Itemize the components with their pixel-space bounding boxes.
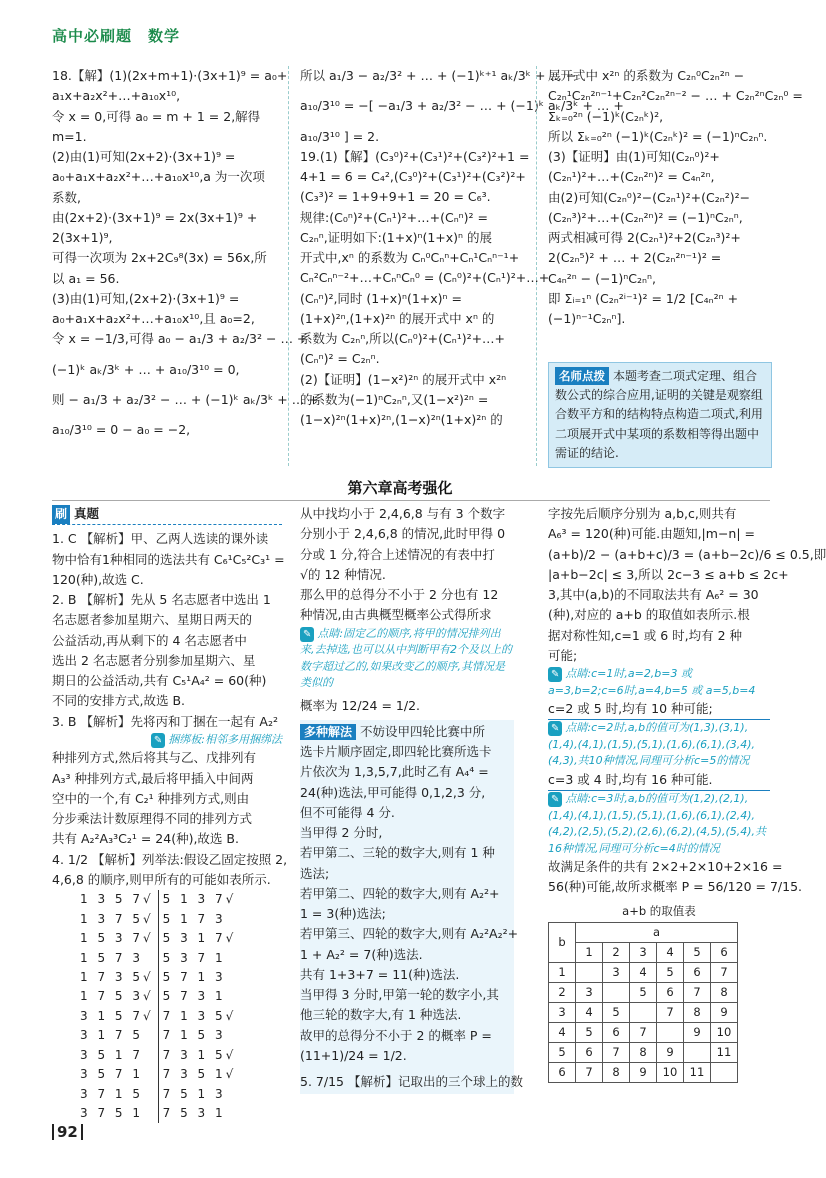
column-3-top <box>548 66 803 329</box>
text-line: 4. 1/2 【解析】列举法:假设乙固定按照 2, <box>52 851 288 867</box>
table-cell: 3 5 1 7 <box>76 1046 158 1065</box>
text-line <box>300 86 514 96</box>
table-row <box>76 890 240 909</box>
text-line: 1. C 【解析】甲、乙两人选读的课外读 <box>52 531 269 547</box>
text-line: (2)【证明】(1−x²)²ⁿ 的展开式中 x²ⁿ <box>300 371 507 387</box>
text-line: 选法; <box>300 865 330 881</box>
chapter-title: 第六章高考强化 <box>347 479 453 497</box>
table-cell: 5 3 7 1 <box>162 950 226 965</box>
text-line: 选卡片顺序固定,即四轮比赛所选卡 <box>300 744 492 759</box>
table-cell <box>684 1043 711 1063</box>
table-row <box>76 1046 240 1065</box>
table-cell: 3 1 5 7√ <box>76 1007 158 1026</box>
teacher-note-box <box>548 362 772 468</box>
table-cell: 5 3 1 7√ <box>162 931 237 946</box>
table-header: 4 <box>657 943 684 963</box>
text-line <box>300 117 514 127</box>
table-row-header: 6 <box>549 1063 576 1083</box>
note-c1: ✎ 点睛:c=1时,a=2,b=3 或 a=3,b=2;c=6时,a=4,b=5 或 a=5,b=4 <box>548 667 756 697</box>
text-line: 两式相减可得 2(C₂ₙ¹)²+2(C₂ₙ³)²+ <box>548 230 741 245</box>
text-line: 1 = 3(种)选法; <box>300 906 386 921</box>
text-line <box>52 410 276 420</box>
column-2-bottom <box>300 504 523 1094</box>
table-cell: 7 1 5 3 <box>162 1028 226 1043</box>
table-row <box>549 1003 738 1023</box>
table-cell: 5 <box>630 983 657 1003</box>
text-line: a₁x+a₂x²+…+a₁₀x¹⁰, <box>52 88 181 104</box>
table-cell <box>657 1023 684 1043</box>
table-row <box>549 1063 738 1083</box>
zhenti-label: 真题 <box>74 506 100 521</box>
table-cell: 3 <box>576 983 603 1003</box>
table-header: 1 <box>576 943 603 963</box>
text-line <box>52 350 276 360</box>
table-cell: 9 <box>657 1043 684 1063</box>
note-dianjing: ✎ 点睛:固定乙的顺序,将甲的情况排列出来,去掉选,也可以从中判断甲有2个及以上的数字超过乙的,如果改变乙的顺序,其情况是类似的 <box>300 626 512 689</box>
text-line: 字按先后顺序分别为 a,b,c,则共有 <box>548 506 737 521</box>
column-1-bottom <box>52 504 288 1123</box>
text-line: A₆³ = 120(种)可能.由题知,|m−n| = <box>548 526 755 542</box>
table-cell <box>603 983 630 1003</box>
table-cell: 8 <box>630 1043 657 1063</box>
text-line: 所以 Σₖ₌₀²ⁿ (−1)ᵏ(C₂ₙᵏ)² = (−1)ⁿC₂ₙⁿ. <box>548 128 768 144</box>
text-line: 开式中,xⁿ 的系数为 Cₙ⁰Cₙⁿ+Cₙ¹Cₙⁿ⁻¹+ <box>300 250 520 265</box>
table-cell: 3 7 1 5 <box>76 1085 158 1104</box>
dianjing-icon: ✎ <box>548 792 562 807</box>
table-cell: 1 7 5 3√ <box>76 987 158 1006</box>
multi-solution-tag: 多种解法 <box>300 724 356 740</box>
page-number: 92 <box>52 1124 83 1140</box>
table-row <box>76 1104 240 1123</box>
text-line: C₄ₙ²ⁿ − (−1)ⁿC₂ₙⁿ, <box>548 270 656 286</box>
text-line: (3)【证明】由(1)可知(C₂ₙ⁰)²+ <box>548 149 720 164</box>
text-line: (Cₙⁿ)² = C₂ₙⁿ. <box>300 351 380 367</box>
text-line: 若甲第二、三轮的数字大,则有 1 种 <box>300 845 495 861</box>
text-line: C₂ₙⁿ,证明如下:(1+x)ⁿ(1+x)ⁿ 的展 <box>300 229 492 245</box>
column-1-top <box>52 66 319 440</box>
table-cell: 6 <box>603 1023 630 1043</box>
table-corner: b <box>549 923 576 963</box>
table-row <box>76 929 240 948</box>
table-row <box>76 949 240 968</box>
table-cell: 7 3 1 5√ <box>162 1047 237 1062</box>
table-header: 2 <box>603 943 630 963</box>
text-line: 以 a₁ = 56. <box>52 270 120 286</box>
text-line: 即 Σᵢ₌₁ⁿ (C₂ₙ²ⁱ⁻¹)² = 1/2 [C₄ₙ²ⁿ + <box>548 290 739 306</box>
text-line: 若甲第三、四轮的数字大,则有 A₂²A₂²+ <box>300 926 519 942</box>
table-cell: 11 <box>711 1043 738 1063</box>
note-kunbang: ✎ 捆绑板:相邻多用捆绑法 <box>52 732 282 749</box>
table-row <box>76 910 240 929</box>
table-cell: 5 1 3 7√ <box>162 892 237 907</box>
table-cell: 7 <box>684 983 711 1003</box>
sum-table-title: a+b 的取值表 <box>622 903 696 918</box>
text-line: 故甲的总得分不小于 2 的概率 P = <box>300 1027 492 1043</box>
multi-solution-first-line: 不妨设甲四轮比赛中所 <box>360 723 486 739</box>
text-line: 展开式中 x²ⁿ 的系数为 C₂ₙ⁰C₂ₙ²ⁿ − <box>548 68 745 83</box>
table-cell: 7 <box>603 1043 630 1063</box>
text-line: 2(3x+1)⁹, <box>52 230 113 245</box>
table-cell: 7 5 1 3 <box>162 1086 226 1101</box>
text-line <box>52 380 276 390</box>
table-row <box>76 987 240 1006</box>
dianjing-icon: ✎ <box>548 667 562 682</box>
table-cell: 1 3 5 7√ <box>76 890 158 909</box>
table-cell: 9 <box>630 1063 657 1083</box>
text-line: (2)由(1)可知(2x+2)·(3x+1)⁹ = <box>52 149 236 164</box>
chapter-divider <box>52 500 770 501</box>
text-line: (−1)ᵏ aₖ/3ᵏ + … + a₁₀/3¹⁰ = 0, <box>52 361 240 377</box>
table-header: 3 <box>630 943 657 963</box>
table-cell: 7 3 5 1√ <box>162 1067 237 1082</box>
text-line: (C₂ₙ¹)²+…+(C₂ₙ²ⁿ)² = C₄ₙ²ⁿ, <box>548 169 715 185</box>
table-row <box>76 1085 240 1104</box>
table-cell: 5 <box>657 963 684 983</box>
note-c2: ✎ 点睛:c=2时,a,b的值可为(1,3),(3,1),(1,4),(4,1),(1,5),(5,1),(1,6),(6,1),(3,4),(4,3),共10种情况,同理可分析c=5的情况 <box>548 721 756 768</box>
table-row <box>549 983 738 1003</box>
table-cell: 7 <box>657 1003 684 1023</box>
text-line: (a+b)/2 − (a+b+c)/3 = (a+b−2c)/6 ≤ 0.5,即 <box>548 546 826 562</box>
dianjing-icon: ✎ <box>300 627 314 642</box>
text-line: (3)由(1)可知,(2x+2)·(3x+1)⁹ = <box>52 290 240 306</box>
text-line: 当甲得 3 分时,甲第一轮的数字小,其 <box>300 987 499 1002</box>
text-line: 他三轮的数字大,有 1 种选法. <box>300 1007 462 1023</box>
text-line: C₂ₙ¹C₂ₙ²ⁿ⁻¹+C₂ₙ²C₂ₙ²ⁿ⁻² − … + C₂ₙ²ⁿC₂ₙ⁰ = <box>548 88 803 104</box>
text-line: 由(2x+2)·(3x+1)⁹ = 2x(3x+1)⁹ + <box>52 209 258 225</box>
text-line: 若甲第二、四轮的数字大,则有 A₂²+ <box>300 885 500 901</box>
text-line: a₁₀/3¹⁰ ] = 2. <box>300 128 380 144</box>
text-line: (C₃³)² = 1+9+9+1 = 20 = C₆³. <box>300 189 491 205</box>
table-row <box>549 963 738 983</box>
sum-table <box>548 922 738 1083</box>
teacher-note-text: 本题考查二项式定理、组合数公式的综合应用,证明的关键是观察组合数平方和的结构特点构造二项式,利用二项展开式中某项的系数相等得出题中需证的结论. <box>555 369 763 460</box>
table-row-header: 1 <box>549 963 576 983</box>
column-divider <box>536 66 537 466</box>
table-cell: 7 5 3 1 <box>162 1106 226 1120</box>
table-row-header: 2 <box>549 983 576 1003</box>
text-line: 2(C₂ₙ⁵)² + … + 2(C₂ₙ²ⁿ⁻¹)² = <box>548 250 722 266</box>
table-row <box>549 1023 738 1043</box>
text-line: 从中找均小于 2,4,6,8 与有 3 个数字 <box>300 506 506 521</box>
table-cell: 5 <box>576 1023 603 1043</box>
text-line: 规律:(C₀ⁿ)²+(Cₙ¹)²+…+(Cₙⁿ)² = <box>300 209 489 225</box>
text-line: 那么甲的总得分不小于 2 分也有 12 <box>300 587 499 602</box>
zhenti-icon: 刷 <box>52 505 70 524</box>
table-cell: 1 5 7 3 <box>76 949 158 968</box>
total-line-1: 故满足条件的共有 2×2+2×10+2×16 = <box>548 859 783 874</box>
text-line: 18.【解】(1)(2x+m+1)·(3x+1)⁹ = a₀+ <box>52 68 288 83</box>
table-cell: 8 <box>711 983 738 1003</box>
text-line: a₁₀/3¹⁰ = 0 − a₀ = −2, <box>52 422 191 437</box>
table-cell: 1 3 7 5√ <box>76 910 158 929</box>
table-cell: 10 <box>657 1063 684 1083</box>
column-3-bottom <box>548 504 826 1083</box>
text-line: 分步乘法计数原理得不同的排列方式 <box>52 811 253 827</box>
text-line: (11+1)/24 = 1/2. <box>300 1047 407 1063</box>
table-cell: 1 7 3 5√ <box>76 968 158 987</box>
text-line: (C₂ₙ³)²+…+(C₂ₙ²ⁿ)² = (−1)ⁿC₂ₙⁿ, <box>548 209 743 225</box>
table-cell: 5 7 1 3 <box>162 969 226 984</box>
column-divider <box>288 66 289 466</box>
table-cell <box>711 1063 738 1083</box>
text-line: 令 x = −1/3,可得 a₀ − a₁/3 + a₂/3² − … + <box>52 331 308 347</box>
table-row <box>76 1026 240 1045</box>
table-cell: 5 7 3 1 <box>162 989 226 1004</box>
kunbang-icon: ✎ <box>151 733 165 748</box>
table-cell: 4 <box>576 1003 603 1023</box>
text-line: 4+1 = 6 = C₄²,(C₃⁰)²+(C₃¹)²+(C₃²)²+ <box>300 169 526 184</box>
text-line: 所以 a₁/3 − a₂/3² + … + (−1)ᵏ⁺¹ aₖ/3ᵏ + … − <box>300 68 577 83</box>
table-cell: 6 <box>657 983 684 1003</box>
text-line: 2. B 【解析】先从 5 名志愿者中选出 1 <box>52 592 271 608</box>
text-line: a₀+a₁x+a₂x²+…+a₁₀x¹⁰,且 a₀=2, <box>52 311 255 326</box>
text-line: √的 12 种情况. <box>300 566 386 582</box>
text-line: 共有 A₂²A₃³C₂¹ = 24(种),故选 B. <box>52 831 239 847</box>
table-cell: 9 <box>711 1003 738 1023</box>
table-cell: 6 <box>684 963 711 983</box>
text-line: 种排列方式,然后将其与乙、戊排列有 <box>52 750 256 766</box>
text-line: 4,6,8 的顺序,则甲所有的可能如表所示. <box>52 871 271 887</box>
text-line: 的系数为(−1)ⁿC₂ₙⁿ,又(1−x²)²ⁿ = <box>300 391 489 407</box>
text-line: Σₖ₌₀²ⁿ (−1)ᵏ(C₂ₙᵏ)², <box>548 108 664 124</box>
text-line: 3,其中(a,b)的不同取法共有 A₆² = 30 <box>548 587 759 602</box>
text-line: 3. B 【解析】先将丙和丁捆在一起有 A₂² <box>52 713 278 729</box>
teacher-note-tag: 名师点拨 <box>555 367 609 385</box>
text-line: 共有 1+3+7 = 11(种)选法. <box>300 966 460 982</box>
text-line: 可得一次项为 2x+2C₉⁸(3x) = 56x,所 <box>52 250 267 266</box>
text-line: 令 x = 0,可得 a₀ = m + 1 = 2,解得 <box>52 108 261 124</box>
dianjing-icon: ✎ <box>548 721 562 736</box>
text-line: a₁₀/3¹⁰ = −[ −a₁/3 + a₂/3² − … + (−1)ᵏ aₖ/3ᵏ + … + <box>300 98 624 114</box>
text-line: 系数, <box>52 189 81 205</box>
table-cell: 4 <box>630 963 657 983</box>
table-row <box>76 968 240 987</box>
table-column-group: a <box>576 923 738 943</box>
text-line: 公益活动,再从剩下的 4 名志愿者中 <box>52 632 247 648</box>
text-line: 片依次为 1,3,5,7,此时乙有 A₄⁴ = <box>300 764 489 780</box>
text-line: 物中恰有1种相同的选法共有 C₆¹C₅²C₃¹ = <box>52 551 285 567</box>
text-line: 则 − a₁/3 + a₂/3² − … + (−1)ᵏ aₖ/3ᵏ + … + <box>52 391 319 407</box>
text-line: 期日的公益活动,共有 C₅¹A₄² = 60(种) <box>52 673 267 689</box>
text-line: 系数为 C₂ₙⁿ,所以(Cₙ⁰)²+(Cₙ¹)²+…+ <box>300 331 506 346</box>
text-line: 空中的一个,有 C₂¹ 种排列方式,则由 <box>52 790 250 806</box>
table-cell <box>576 963 603 983</box>
text-line: (种),对应的 a+b 的取值如表所示.根 <box>548 607 750 623</box>
text-line: 种情况,由古典概型概率公式得所求 <box>300 607 492 623</box>
table-row <box>76 1007 240 1026</box>
table-cell: 7 <box>711 963 738 983</box>
note-c3: ✎ 点睛:c=3时,a,b的值可为(1,2),(2,1),(1,4),(4,1),(1,5),(5,1),(1,6),(6,1),(2,4),(4,2),(2,5),(5,2),(2,6),(6,2),(4,5),(5,4),共16种情况,同理可分析c=4时的情况 <box>548 792 767 855</box>
text-line: 据对称性知,c=1 或 6 时,均有 2 种 <box>548 627 743 643</box>
text-line: 1 + A₂² = 7(种)选法. <box>300 946 423 962</box>
text-line: 但不可能得 4 分. <box>300 804 395 820</box>
c34-line: c=3 或 4 时,均有 16 种可能. <box>548 770 770 791</box>
table-cell: 10 <box>711 1023 738 1043</box>
table-cell: 11 <box>684 1063 711 1083</box>
table-cell: 5 <box>603 1003 630 1023</box>
text-line: a₀+a₁x+a₂x²+…+a₁₀x¹⁰,a 为一次项 <box>52 169 265 185</box>
table-row-header: 5 <box>549 1043 576 1063</box>
table-cell: 3 7 5 1 <box>76 1104 158 1123</box>
table-header: 6 <box>711 943 738 963</box>
table-row-header: 3 <box>549 1003 576 1023</box>
table-cell: 5 1 7 3 <box>162 911 226 926</box>
table-cell: 8 <box>684 1003 711 1023</box>
text-line: 不同的安排方式,故选 B. <box>52 693 185 709</box>
text-line: 120(种),故选 C. <box>52 571 144 587</box>
table-cell: 1 5 3 7√ <box>76 929 158 948</box>
text-line: A₃³ 种排列方式,最后将甲插入中间两 <box>52 770 254 786</box>
text-line: 当甲得 2 分时, <box>300 825 383 840</box>
text-line: 5. 7/15 【解析】记取出的三个球上的数 <box>300 1074 523 1089</box>
table-cell: 6 <box>576 1043 603 1063</box>
text-line: |a+b−2c| ≤ 3,所以 2c−3 ≤ a+b ≤ 2c+ <box>548 566 789 582</box>
text-line: 由(2)可知(C₂ₙ⁰)²−(C₂ₙ¹)²+(C₂ₙ²)²− <box>548 189 751 205</box>
text-line: Cₙ²Cₙⁿ⁻²+…+CₙⁿCₙ⁰ = (Cₙ⁰)²+(Cₙ¹)²+…+ <box>300 270 550 286</box>
text-line: (−1)ⁿ⁻¹C₂ₙⁿ]. <box>548 311 626 326</box>
table-cell: 8 <box>603 1063 630 1083</box>
text-line: (Cₙⁿ)²,同时 (1+x)ⁿ(1+x)ⁿ = <box>300 290 462 306</box>
text-line: 19.(1)【解】(C₃⁰)²+(C₃¹)²+(C₃²)²+1 = <box>300 148 530 164</box>
table-cell: 9 <box>684 1023 711 1043</box>
text-line: (1+x)²ⁿ,(1+x)²ⁿ 的展开式中 xⁿ 的 <box>300 310 495 326</box>
text-line: 24(种)选法,甲可能得 0,1,2,3 分, <box>300 784 486 800</box>
table-cell <box>630 1003 657 1023</box>
table-cell: 3 <box>603 963 630 983</box>
table-cell: 7 1 3 5√ <box>162 1008 237 1023</box>
probability-line: 概率为 12/24 = 1/2. <box>300 697 421 713</box>
table-row <box>549 1043 738 1063</box>
book-title: 高中必刷题 数学 <box>52 27 181 45</box>
c25-line: c=2 或 5 时,均有 10 种可能; <box>548 699 770 720</box>
table-header: 5 <box>684 943 711 963</box>
table-row-header: 4 <box>549 1023 576 1043</box>
table-row <box>76 1065 240 1084</box>
text-line: 分别小于 2,4,6,8 的情况,此时甲得 0 <box>300 526 506 542</box>
enumeration-table <box>76 890 240 1123</box>
table-cell: 7 <box>576 1063 603 1083</box>
text-line: 选出 2 名志愿者分别参加星期六、星 <box>52 652 256 668</box>
text-line: 可能; <box>548 647 578 663</box>
table-cell: 7 <box>630 1023 657 1043</box>
total-line-2: 56(种)可能,故所求概率 P = 56/120 = 7/15. <box>548 879 803 895</box>
text-line: 名志愿者参加星期六、星期日两天的 <box>52 612 253 628</box>
text-line: 分或 1 分,符合上述情况的有表中打 <box>300 546 495 562</box>
table-cell: 3 5 7 1 <box>76 1065 158 1084</box>
text-line: m=1. <box>52 128 87 144</box>
text-line: (1−x)²ⁿ(1+x)²ⁿ,(1−x)²ⁿ(1+x)²ⁿ 的 <box>300 412 503 427</box>
table-cell: 3 1 7 5 <box>76 1026 158 1045</box>
